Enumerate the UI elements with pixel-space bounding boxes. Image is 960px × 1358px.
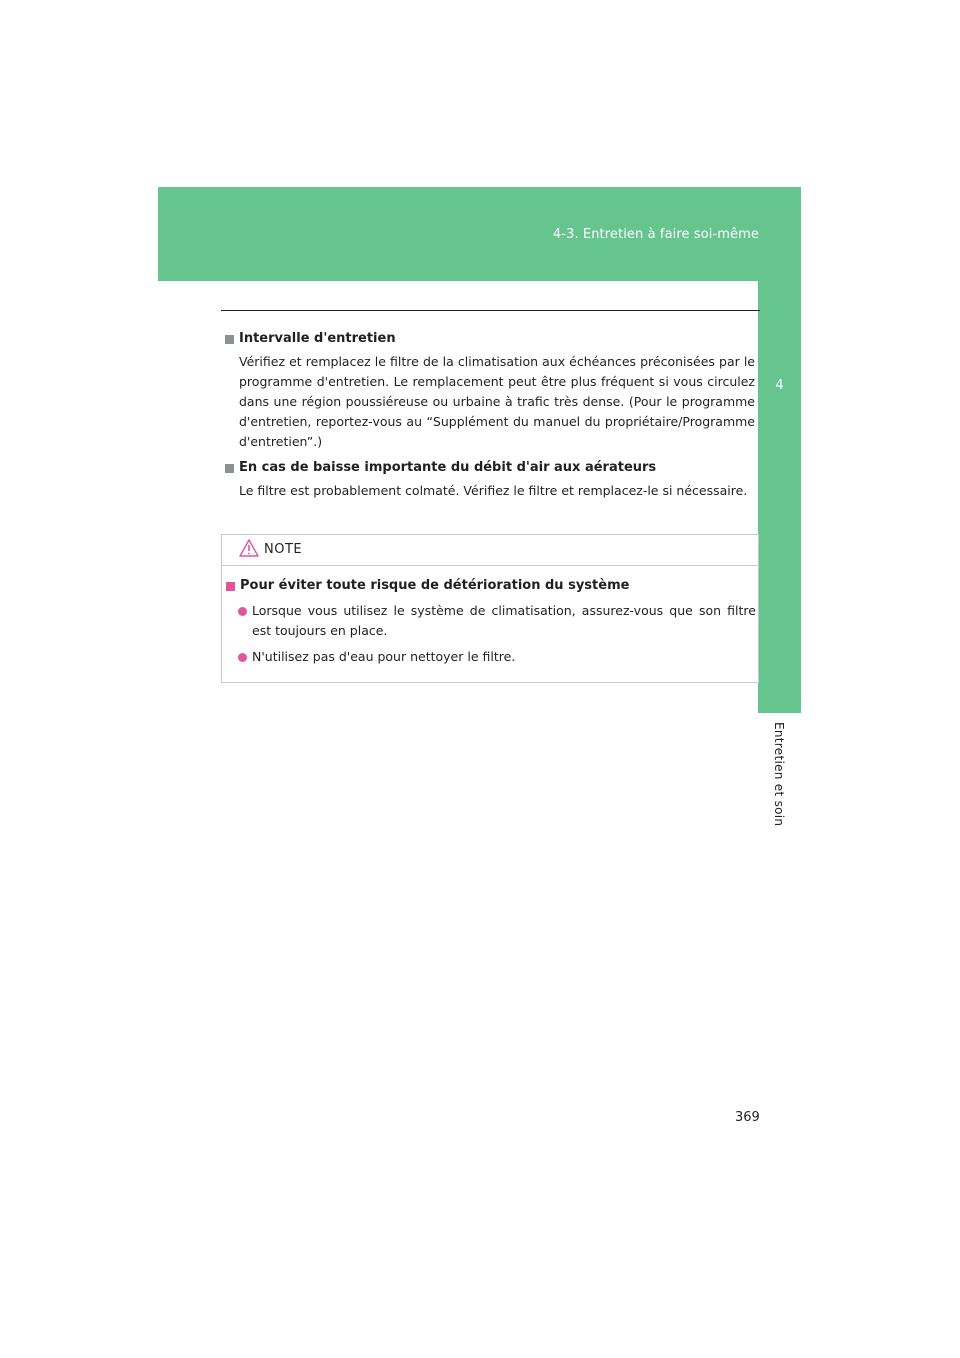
round-bullet-icon	[238, 607, 247, 616]
section-title: 4-3. Entretien à faire soi-même	[552, 227, 759, 242]
note-bullet	[236, 601, 756, 641]
chapter-side-tab	[758, 281, 801, 713]
chapter-number: 4	[775, 378, 784, 393]
note-heading	[226, 577, 756, 595]
warning-triangle-icon	[239, 539, 259, 557]
note-title: NOTE	[264, 542, 303, 557]
round-bullet-icon	[238, 653, 247, 662]
section-body: Le filtre est probablement colmaté. Vérifiez le filtre et remplacez-le si nécessaire.	[239, 483, 748, 498]
section-heading-text: En cas de baisse importante du débit d'air aux aérateurs	[239, 460, 657, 475]
note-body	[226, 577, 756, 667]
section-body: Vérifiez et remplacez le filtre de la climatisation aux échéances préconisées par le programme d'entretien. Le remplacement peut être plus fréquent si vous circulez dans une région poussiéreuse ou urbaine à trafic très dense. (Pour le programme d'entretien, reportez-vous au “Supplément du manuel du propriétaire/Programme d'entretien”.)	[239, 354, 755, 449]
square-bullet-icon	[226, 582, 235, 591]
chapter-side-label	[758, 722, 801, 832]
chapter-label: Entretien et soin	[772, 722, 786, 827]
square-bullet-icon	[225, 335, 234, 344]
chapter-header-band	[158, 187, 801, 281]
note-bullet-text: N'utilisez pas d'eau pour nettoyer le filtre.	[252, 649, 516, 664]
note-bullet	[236, 647, 756, 667]
note-heading-text: Pour éviter toute risque de détérioration du système	[240, 578, 630, 593]
square-bullet-icon	[225, 464, 234, 473]
section-maintenance-interval	[225, 330, 755, 452]
section-heading	[225, 459, 755, 477]
section-heading	[225, 330, 755, 348]
section-airflow-drop	[225, 459, 755, 501]
note-bullet-text: Lorsque vous utilisez le système de climatisation, assurez-vous que son filtre est toujours en place.	[252, 603, 756, 638]
section-heading-text: Intervalle d'entretien	[239, 331, 396, 346]
page-number: 369	[735, 1110, 760, 1125]
top-divider	[221, 310, 760, 311]
note-header	[222, 535, 758, 566]
note-box	[221, 534, 759, 683]
